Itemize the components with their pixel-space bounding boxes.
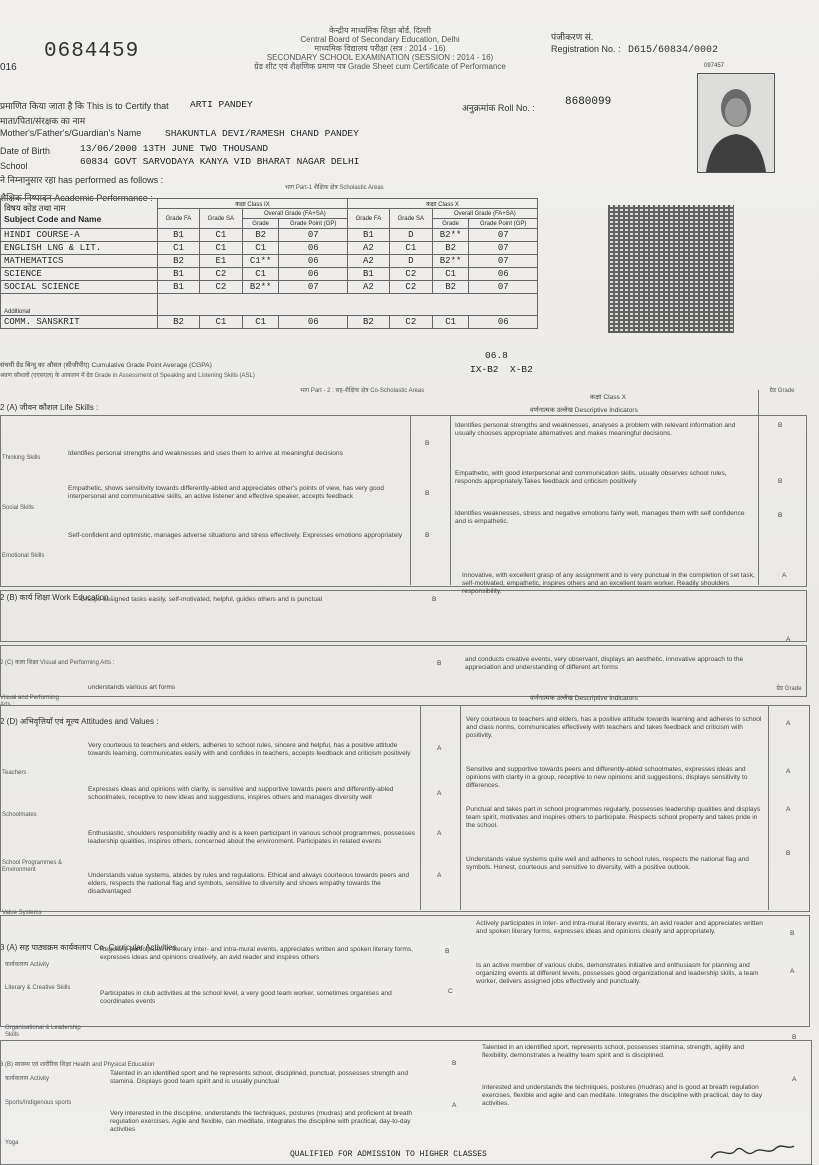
grade-cell: C2	[199, 268, 242, 281]
x-grade: A	[786, 768, 791, 775]
grade-cell: D	[389, 229, 432, 242]
roll-number: 8680099	[565, 96, 612, 108]
ix-grade: B	[452, 1060, 457, 1067]
grade-cell: B2	[158, 316, 200, 329]
row-label: Organisational & Leadership Skills	[5, 1025, 81, 1038]
subject-name: MATHEMATICS	[1, 255, 158, 268]
school-label: School	[0, 161, 28, 171]
grade-cell: B2	[432, 242, 469, 255]
ix-grade: B	[425, 532, 430, 539]
ix-indicator: Self-confident and optimistic, manages adverse situations and stress effectively. Expresses emotions appropriately	[68, 532, 403, 539]
asl-grade-x: X-B2	[510, 364, 533, 375]
grade-cell: 06	[279, 242, 347, 255]
x-indicator: Talented in an identified sport, represents school, possesses stamina, strength, agility and flexibility, demonstrates a healthy team spirit and is disciplined.	[482, 1044, 745, 1059]
col-grade: Grade	[432, 219, 469, 229]
board-name-en: Central Board of Secondary Education, Delhi	[300, 35, 460, 44]
academic-title: शैक्षिक निष्पादन Academic Performance :	[0, 193, 153, 203]
grade-cell: 06	[469, 268, 538, 281]
grade-cell: 07	[469, 281, 538, 294]
x-grade: A	[786, 806, 791, 813]
roll-label: अनुक्रमांक Roll No. :	[462, 103, 535, 113]
attitudes-title: 2 (D) अभिवृत्तियाँ एवं मूल्य Attitudes and Values :	[0, 717, 159, 726]
board-name-hi: केन्द्रीय माध्यमिक शिक्षा बोर्ड, दिल्ली	[329, 26, 431, 35]
row-label: Teachers	[2, 770, 27, 776]
cgpa-label-en: Cumulative Grade Point Average (CGPA)	[91, 362, 212, 369]
signature	[706, 1140, 796, 1162]
row-label: Literary & Creative Skills	[5, 985, 71, 991]
ix-indicator: Grasps assigned tasks easily, self-motivated, helpful, guides others and is punctual	[80, 596, 323, 603]
x-grade: B	[790, 930, 795, 937]
ix-grade: A	[437, 745, 442, 752]
arts-title: 2 (C) कला शिक्षा Visual and Performing Arts :	[0, 660, 115, 666]
scholastic-table	[0, 198, 538, 329]
activity-head: कार्यकलाप Activity	[5, 962, 49, 968]
cgpa-label-hi: संचयी ग्रेड बिन्दु का औसत (सीजीपीए)	[0, 362, 90, 369]
table-row	[1, 316, 538, 329]
ix-grade: A	[437, 872, 442, 879]
col-grade-point: Grade Point (GP)	[279, 219, 347, 229]
cgpa-value: 06.8	[485, 350, 508, 361]
asl-label: श्रवण कौशलों (एएसएल) के आकलन में ग्रेड Grade in Assessment of Speaking and Listening Skills (ASL)	[0, 373, 255, 379]
x-grade: B	[792, 1034, 797, 1041]
grade-cell: B1	[347, 268, 389, 281]
grade-cell: C1	[432, 268, 469, 281]
grade-cell: C1**	[242, 255, 279, 268]
row-label: Emotional Skills	[2, 553, 45, 559]
col-grade: Grade	[242, 219, 279, 229]
grade-cell: B2	[347, 316, 389, 329]
grade-cell: C1	[432, 316, 469, 329]
x-grade: B	[778, 478, 783, 485]
row-label: Sports/Indigenous sports	[5, 1100, 72, 1106]
row-label: Yoga	[5, 1140, 19, 1146]
date-of-birth: 13/06/2000 13TH JUNE TWO THOUSAND	[80, 143, 269, 154]
grade-head: ग्रेड Grade	[769, 388, 795, 394]
x-grade: A	[782, 572, 787, 579]
ix-grade: A	[437, 790, 442, 797]
grade-cell: C1	[389, 242, 432, 255]
cgpa-label	[0, 362, 470, 370]
activities-title: 3 (A) सह पाठ्यक्रम कार्यकलाप Co- Curricular Activities	[0, 943, 177, 952]
x-indicator: Understands value systems quite well and adheres to school rules, respects the national flag and symbols. Honest, courteous and sensitive to diversity, with a positive outlook.	[466, 856, 749, 871]
life-skills-title: 2 (A) जीवन कौशल Life Skills :	[0, 403, 99, 412]
candidate-photo	[697, 73, 775, 173]
col-grade-sa: Grade SA	[199, 209, 242, 229]
ix-indicator: Expresses ideas and opinions with clarity, is sensitive and supportive towards peers and differently-abled schoolmates, receptive to new ideas and suggestions, inspires others and manages diversity well	[88, 786, 394, 801]
table-row	[1, 268, 538, 281]
registration-label-hi: पंजीकरण सं.	[551, 32, 594, 42]
arts-label: Visual and Performing Arts :	[0, 695, 59, 708]
row-label: Schoolmates	[2, 812, 37, 818]
ix-indicator: Empathetic, shows sensitivity towards differently-abled and appreciates other's points of view, has very good interpersonal and communicative skills, an active listener and effective speaker, accepts feedback	[68, 485, 384, 500]
grade-cell: C1	[199, 316, 242, 329]
ix-grade: B	[432, 596, 437, 603]
x-indicator: and conducts creative events, very observant, displays an aesthetic, innovative approach to the appreciation and understanding of different art forms	[465, 656, 744, 671]
x-grade: A	[792, 1076, 797, 1083]
ix-grade: B	[425, 440, 430, 447]
col-grade-point: Grade Point (GP)	[469, 219, 538, 229]
grade-cell: C2	[389, 281, 432, 294]
subject-head-hi: विषय कोड तथा नाम	[4, 203, 66, 213]
col-grade-sa: Grade SA	[389, 209, 432, 229]
ix-indicator: Talented in an identified sport and he represents school, disciplined, punctual, possesses strength and stamina. Displays good team spirit and is usually punctual	[110, 1070, 409, 1085]
col-grade-fa: Grade FA	[158, 209, 200, 229]
part2-title: भाग Part - 2 : सह-शैक्षिक क्षेत्र Co-Scholastic Areas	[300, 388, 425, 394]
parent-name: SHAKUNTLA DEVI/RAMESH CHAND PANDEY	[165, 128, 359, 139]
grade-cell: B2	[158, 255, 200, 268]
grade-cell: 06	[469, 316, 538, 329]
x-grade: A	[790, 968, 795, 975]
year-prefix: 016	[0, 62, 17, 73]
board-header	[200, 26, 560, 71]
grade-cell: 07	[279, 229, 347, 242]
additional-label: Additional	[1, 294, 158, 316]
ix-indicator: Understands value systems, abides by rules and regulations. Ethical and always courteous towards peers and elders, respects the national flag and symbols, sensitive to diversity and shows empathy towards the disadvantaged	[88, 872, 410, 895]
dob-label: Date of Birth	[0, 146, 51, 156]
x-grade: B	[778, 422, 783, 429]
desc-head-2: वर्णनात्मक उल्लेख Descriptive Indicators	[530, 695, 638, 702]
school-name: 60834 GOVT SARVODAYA KANYA VID BHARAT NAGAR DELHI	[80, 156, 360, 167]
grade-cell: C2	[389, 268, 432, 281]
registration-number: D615/60834/0002	[628, 45, 719, 56]
grade-cell: B1	[158, 268, 200, 281]
registration-code: 097457	[704, 63, 725, 69]
table-row	[1, 255, 538, 268]
grade-cell: B1	[158, 229, 200, 242]
grade-cell: 07	[469, 242, 538, 255]
parent-label: Mother's/Father's/Guardian's Name	[0, 128, 142, 138]
row-label: School Programmes & Environment	[2, 860, 63, 873]
x-indicator: Innovative, with excellent grasp of any assignment and is very punctual in the completion of set task, self-motivated, empathetic, inspires others and an excellent team worker. Readily shoulders responsibility.	[462, 572, 755, 595]
table-row	[1, 229, 538, 242]
ix-indicator: Enthusiastic, shoulders responsibility readily and is a keen participant in various school programmes, possesses leadership qualities, inspires others, concerned about the environment. Participates in related events	[88, 830, 415, 845]
performed-label: ने निम्नानुसार रहा has performed as follows :	[0, 175, 164, 185]
desc-head: वर्णनात्मक उल्लेख Descriptive Indicators	[530, 407, 638, 414]
row-label: Value Systems	[2, 910, 42, 916]
class-ix-head: कक्षा Class IX	[158, 199, 348, 209]
class-x-head: कक्षा Class X	[347, 199, 537, 209]
grade-cell: 07	[469, 229, 538, 242]
x-indicator: Empathetic, with good interpersonal and communication skills, usually observes school rules, responds appropriately.Takes feedback and criticism positively	[455, 470, 727, 485]
ix-indicator: Very courteous to teachers and elders, adheres to school rules, sincere and helpful, has a positive attitude towards learning, communicates easily with and confides in teachers, accepts feedback and criticism positively	[88, 742, 411, 757]
grade-cell: B2**	[432, 255, 469, 268]
asl-grade-ix: IX-B2	[470, 364, 499, 375]
ix-grade: C	[448, 988, 453, 995]
ix-indicator: understands various art forms	[88, 684, 176, 691]
grade-cell: C1	[158, 242, 200, 255]
x-grade: A	[786, 720, 791, 727]
subject-name: SCIENCE	[1, 268, 158, 281]
ix-grade: A	[437, 830, 442, 837]
x-indicator: Sensitive and supportive towards peers and differently-abled schoolmates, expresses ideas and opinions with clarity in a group, receptive to new opinions and suggestions, displays sensitivity to differences.	[466, 766, 748, 789]
exam-name-en: SECONDARY SCHOOL EXAMINATION (SESSION : 2014 - 16)	[266, 53, 494, 62]
certificate-title: ग्रेड शीट एवं शैक्षणिक प्रमाण पत्र Grade Sheet cum Certificate of Performance	[254, 62, 506, 71]
qr-code	[608, 205, 734, 333]
grade-cell: 06	[279, 255, 347, 268]
grade-head-2: ग्रेड Grade	[776, 686, 802, 692]
grade-cell: C1	[199, 229, 242, 242]
parent-label-hi: माता/पिता/संरक्षक का नाम	[0, 116, 86, 126]
grade-cell: C1	[199, 242, 242, 255]
grade-cell: C1	[242, 242, 279, 255]
table-row	[1, 281, 538, 294]
grade-cell: C2	[199, 281, 242, 294]
life-skills-box	[0, 415, 807, 587]
x-indicator: Is an active member of various clubs, demonstrates initiative and enthusiasm for planning and organizing events at different levels, possesses good organizational and leadership skills, a team worker, delivers assigned jobs effectively and punctually.	[476, 962, 759, 985]
x-indicator: Interested and understands the techniques, postures (mudras) and is good at breath regulation exercises, flexible and agile and can meditate. Integrates the discipline with practical, day to day activities.	[482, 1084, 763, 1107]
subject-name: HINDI COURSE-A	[1, 229, 158, 242]
ix-grade: B	[425, 490, 430, 497]
exam-name-hi: माध्यमिक विद्यालय परीक्षा (सत्र : 2014 - 16)	[314, 44, 446, 53]
grade-cell: B1	[158, 281, 200, 294]
x-grade: A	[786, 636, 791, 643]
subject-name: ENGLISH LNG & LIT.	[1, 242, 158, 255]
x-indicator: Actively participates in inter- and intra-mural literary events, an avid reader and appreciates written and spoken literary forms, expresses ideas and opinions clearly and appropriately.	[476, 920, 763, 935]
x-indicator: Identifies personal strengths and weaknesses, analyses a problem with relevant information and usually chooses appropriate alternatives and makes meaningful decisions.	[455, 422, 736, 437]
ix-grade: B	[437, 660, 442, 667]
x-indicator: Identifies weaknesses, stress and negative emotions fairly well, manages them with self confidence and is empathetic.	[455, 510, 745, 525]
ix-grade: B	[445, 948, 450, 955]
certify-label: प्रमाणित किया जाता है कि This is to Certify that	[0, 101, 169, 111]
grade-cell: B2	[242, 229, 279, 242]
serial-number: 0684459	[44, 40, 140, 63]
work-ed-title: 2 (B) कार्य शिक्षा Work Education :	[0, 593, 113, 602]
grade-cell: 06	[279, 316, 347, 329]
grade-cell: A2	[347, 242, 389, 255]
health-title: 3 (B) स्वास्थ्य एवं शारीरिक शिक्षा Health and Physical Education	[0, 1062, 155, 1068]
grade-cell: C2	[389, 316, 432, 329]
grade-cell: 06	[279, 268, 347, 281]
grade-cell: A2	[347, 281, 389, 294]
registration-label: Registration No. :	[551, 44, 621, 54]
grade-cell: E1	[199, 255, 242, 268]
x-indicator: Very courteous to teachers and elders, has a positive attitude towards learning and adheres to school and class norms, communicates effectively with teachers and takes feedback and criticism with positivity.	[466, 716, 762, 739]
x-grade: B	[778, 512, 783, 519]
grade-cell: B2**	[242, 281, 279, 294]
activity-head: कार्यकलाप Activity	[5, 1076, 49, 1082]
class-x-label: कक्षा Class X	[590, 394, 627, 401]
x-indicator: Punctual and takes part in school programmes regularly, possesses leadership qualities and displays team spirit, motivates and inspires others to participate. Respects school property and takes pride in the school.	[466, 806, 761, 829]
grade-cell: A2	[347, 255, 389, 268]
grade-cell: C1	[242, 268, 279, 281]
ix-grade: A	[452, 1102, 457, 1109]
table-row	[1, 242, 538, 255]
col-overall: Overall Grade (FA+SA)	[242, 209, 347, 219]
grade-cell: B2	[432, 281, 469, 294]
ix-indicator: Regularly participates in literary inter- and intra-mural events, appreciates written and spoken literary forms, expresses ideas and opinions creatively, an avid reader and inspires others	[100, 946, 413, 961]
grade-cell: C1	[242, 316, 279, 329]
x-grade: B	[786, 850, 791, 857]
grade-cell: 07	[469, 255, 538, 268]
subject-head: Subject Code and Name	[4, 214, 102, 224]
col-grade-fa: Grade FA	[347, 209, 389, 229]
ix-indicator: Very interested in the discipline, understands the techniques, postures (mudras) and proficient at breath regulation exercises. Agile and flexible, can meditate, integrates the discipline with practical, day-to-day activities	[110, 1110, 413, 1133]
ix-indicator: Identifies personal strengths and weaknesses and uses them to arrive at meaningful decisions	[68, 450, 343, 457]
part1-title: भाग Part-1 शैक्षिक क्षेत्र Scholastic Areas	[285, 185, 384, 191]
grade-cell: B2**	[432, 229, 469, 242]
row-label: Thinking Skills	[2, 455, 41, 461]
subject-name: SOCIAL SCIENCE	[1, 281, 158, 294]
row-label: Social Skills	[2, 505, 35, 511]
ix-indicator: Participates in club activities at the school level, a very good team worker, sometimes organises and coordinates events	[100, 990, 392, 1005]
grade-cell: 07	[279, 281, 347, 294]
candidate-name: ARTI PANDEY	[190, 99, 253, 110]
grade-cell: D	[389, 255, 432, 268]
registration-block	[551, 31, 718, 57]
subject-name: COMM. SANSKRIT	[1, 316, 158, 329]
col-overall: Overall Grade (FA+SA)	[432, 209, 537, 219]
grade-cell: B1	[347, 229, 389, 242]
qualified-statement: QUALIFIED FOR ADMISSION TO HIGHER CLASSES	[290, 1150, 487, 1159]
